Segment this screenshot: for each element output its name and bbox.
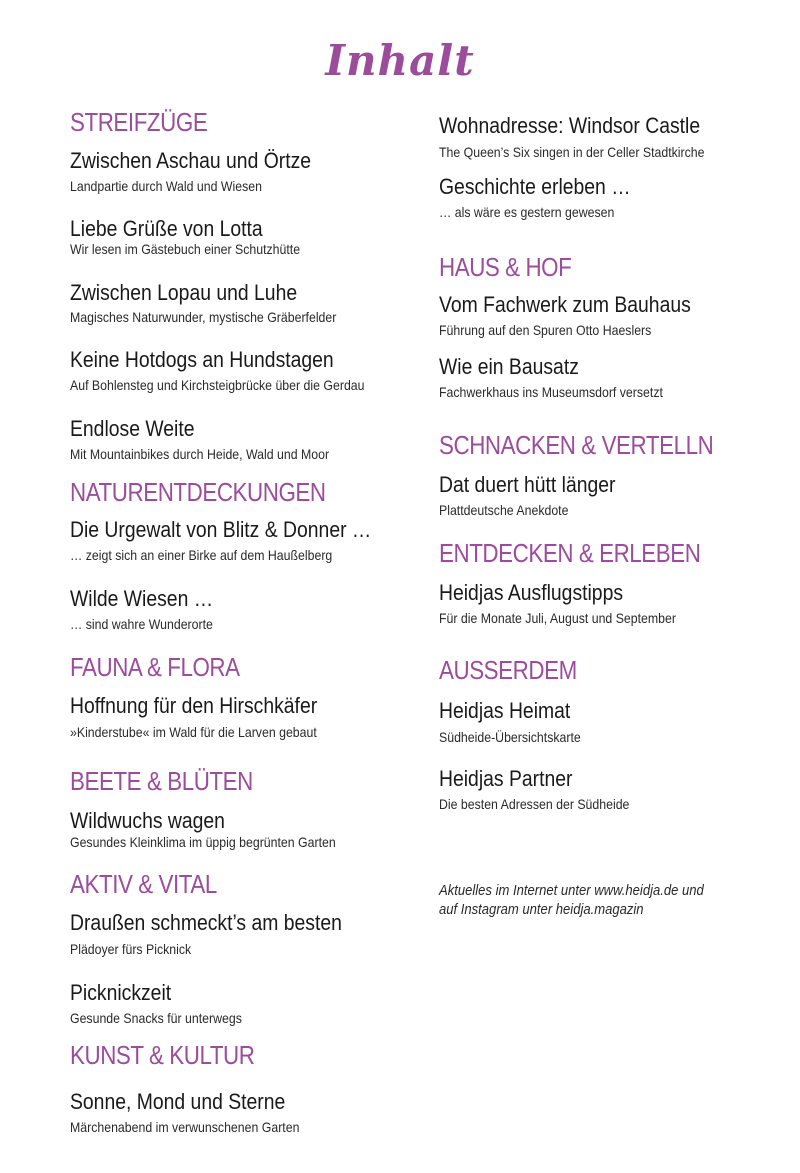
article-title[interactable]: Wohnadresse: Windsor Castle bbox=[439, 113, 701, 138]
section-heading-streifzuege: STREIFZÜGE bbox=[70, 107, 208, 137]
article-title[interactable]: Heidjas Ausflugstipps bbox=[439, 580, 624, 605]
article-title[interactable]: Wildwuchs wagen bbox=[70, 808, 225, 833]
article-title[interactable]: Wie ein Bausatz bbox=[439, 354, 579, 379]
article-subtitle: Führung auf den Spuren Otto Haeslers bbox=[439, 322, 652, 338]
article-subtitle: Gesunde Snacks für unterwegs bbox=[70, 1010, 242, 1026]
article-title[interactable]: Dat duert hütt länger bbox=[439, 472, 616, 497]
section-heading-naturentdeckungen: NATURENTDECKUNGEN bbox=[70, 477, 326, 507]
article-subtitle: Gesundes Kleinklima im üppig begrünten Garten bbox=[70, 834, 336, 850]
article-subtitle: Mit Mountainbikes durch Heide, Wald und Moor bbox=[70, 446, 330, 462]
article-title[interactable]: Endlose Weite bbox=[70, 416, 195, 441]
online-note-line-1: Aktuelles im Internet unter www.heidja.de und bbox=[439, 883, 704, 899]
article-subtitle: Märchenabend im verwunschenen Garten bbox=[70, 1119, 300, 1135]
article-title[interactable]: Hoffnung für den Hirschkäfer bbox=[70, 693, 318, 718]
article-title[interactable]: Draußen schmeckt’s am besten bbox=[70, 910, 342, 935]
article-subtitle: Die besten Adressen der Südheide bbox=[439, 796, 630, 812]
article-subtitle: Auf Bohlensteg und Kirchsteigbrücke über die Gerdau bbox=[70, 377, 365, 393]
section-heading-fauna-flora: FAUNA & FLORA bbox=[70, 652, 240, 682]
article-subtitle: Südheide-Übersichtskarte bbox=[439, 729, 581, 745]
article-title[interactable]: Geschichte erleben … bbox=[439, 174, 631, 199]
article-subtitle: Für die Monate Juli, August und September bbox=[439, 610, 676, 626]
article-subtitle: Plädoyer fürs Picknick bbox=[70, 941, 192, 957]
section-heading-entdecken-erleben: ENTDECKEN & ERLEBEN bbox=[439, 538, 701, 568]
section-heading-schnacken-vertelln: SCHNACKEN & VERTELLN bbox=[439, 430, 714, 460]
article-subtitle: Magisches Naturwunder, mystische Gräberfelder bbox=[70, 309, 337, 325]
article-subtitle: Fachwerkhaus ins Museumsdorf versetzt bbox=[439, 384, 663, 400]
section-heading-beete-blueten: BEETE & BLÜTEN bbox=[70, 766, 253, 796]
article-subtitle: … sind wahre Wunderorte bbox=[70, 616, 213, 632]
article-title[interactable]: Keine Hotdogs an Hundstagen bbox=[70, 347, 334, 372]
section-heading-haus-hof: HAUS & HOF bbox=[439, 252, 572, 282]
article-title[interactable]: Picknickzeit bbox=[70, 980, 172, 1005]
article-subtitle: »Kinderstube« im Wald für die Larven gebaut bbox=[70, 724, 317, 740]
section-heading-kunst-kultur: KUNST & KULTUR bbox=[70, 1040, 255, 1070]
article-title[interactable]: Liebe Grüße von Lotta bbox=[70, 216, 263, 241]
article-title[interactable]: Sonne, Mond und Sterne bbox=[70, 1089, 286, 1114]
article-title[interactable]: Heidjas Partner bbox=[439, 766, 573, 791]
article-subtitle: … als wäre es gestern gewesen bbox=[439, 204, 615, 220]
article-title[interactable]: Heidjas Heimat bbox=[439, 698, 571, 723]
article-subtitle: Landpartie durch Wald und Wiesen bbox=[70, 178, 262, 194]
article-subtitle: The Queen’s Six singen in der Celler Stadtkirche bbox=[439, 144, 705, 160]
section-heading-aktiv-vital: AKTIV & VITAL bbox=[70, 869, 217, 899]
article-title[interactable]: Zwischen Lopau und Luhe bbox=[70, 280, 298, 305]
page-title: Inhalt bbox=[325, 36, 475, 85]
article-subtitle: Plattdeutsche Anekdote bbox=[439, 502, 569, 518]
article-title[interactable]: Die Urgewalt von Blitz & Donner … bbox=[70, 517, 372, 542]
online-note-line-2: auf Instagram unter heidja.magazin bbox=[439, 902, 644, 918]
article-title[interactable]: Vom Fachwerk zum Bauhaus bbox=[439, 292, 691, 317]
section-heading-ausserdem: AUSSERDEM bbox=[439, 655, 577, 685]
article-subtitle: … zeigt sich an einer Birke auf dem Haußelberg bbox=[70, 547, 333, 563]
article-title[interactable]: Zwischen Aschau und Örtze bbox=[70, 148, 312, 173]
article-title[interactable]: Wilde Wiesen … bbox=[70, 586, 214, 611]
article-subtitle: Wir lesen im Gästebuch einer Schutzhütte bbox=[70, 241, 301, 257]
